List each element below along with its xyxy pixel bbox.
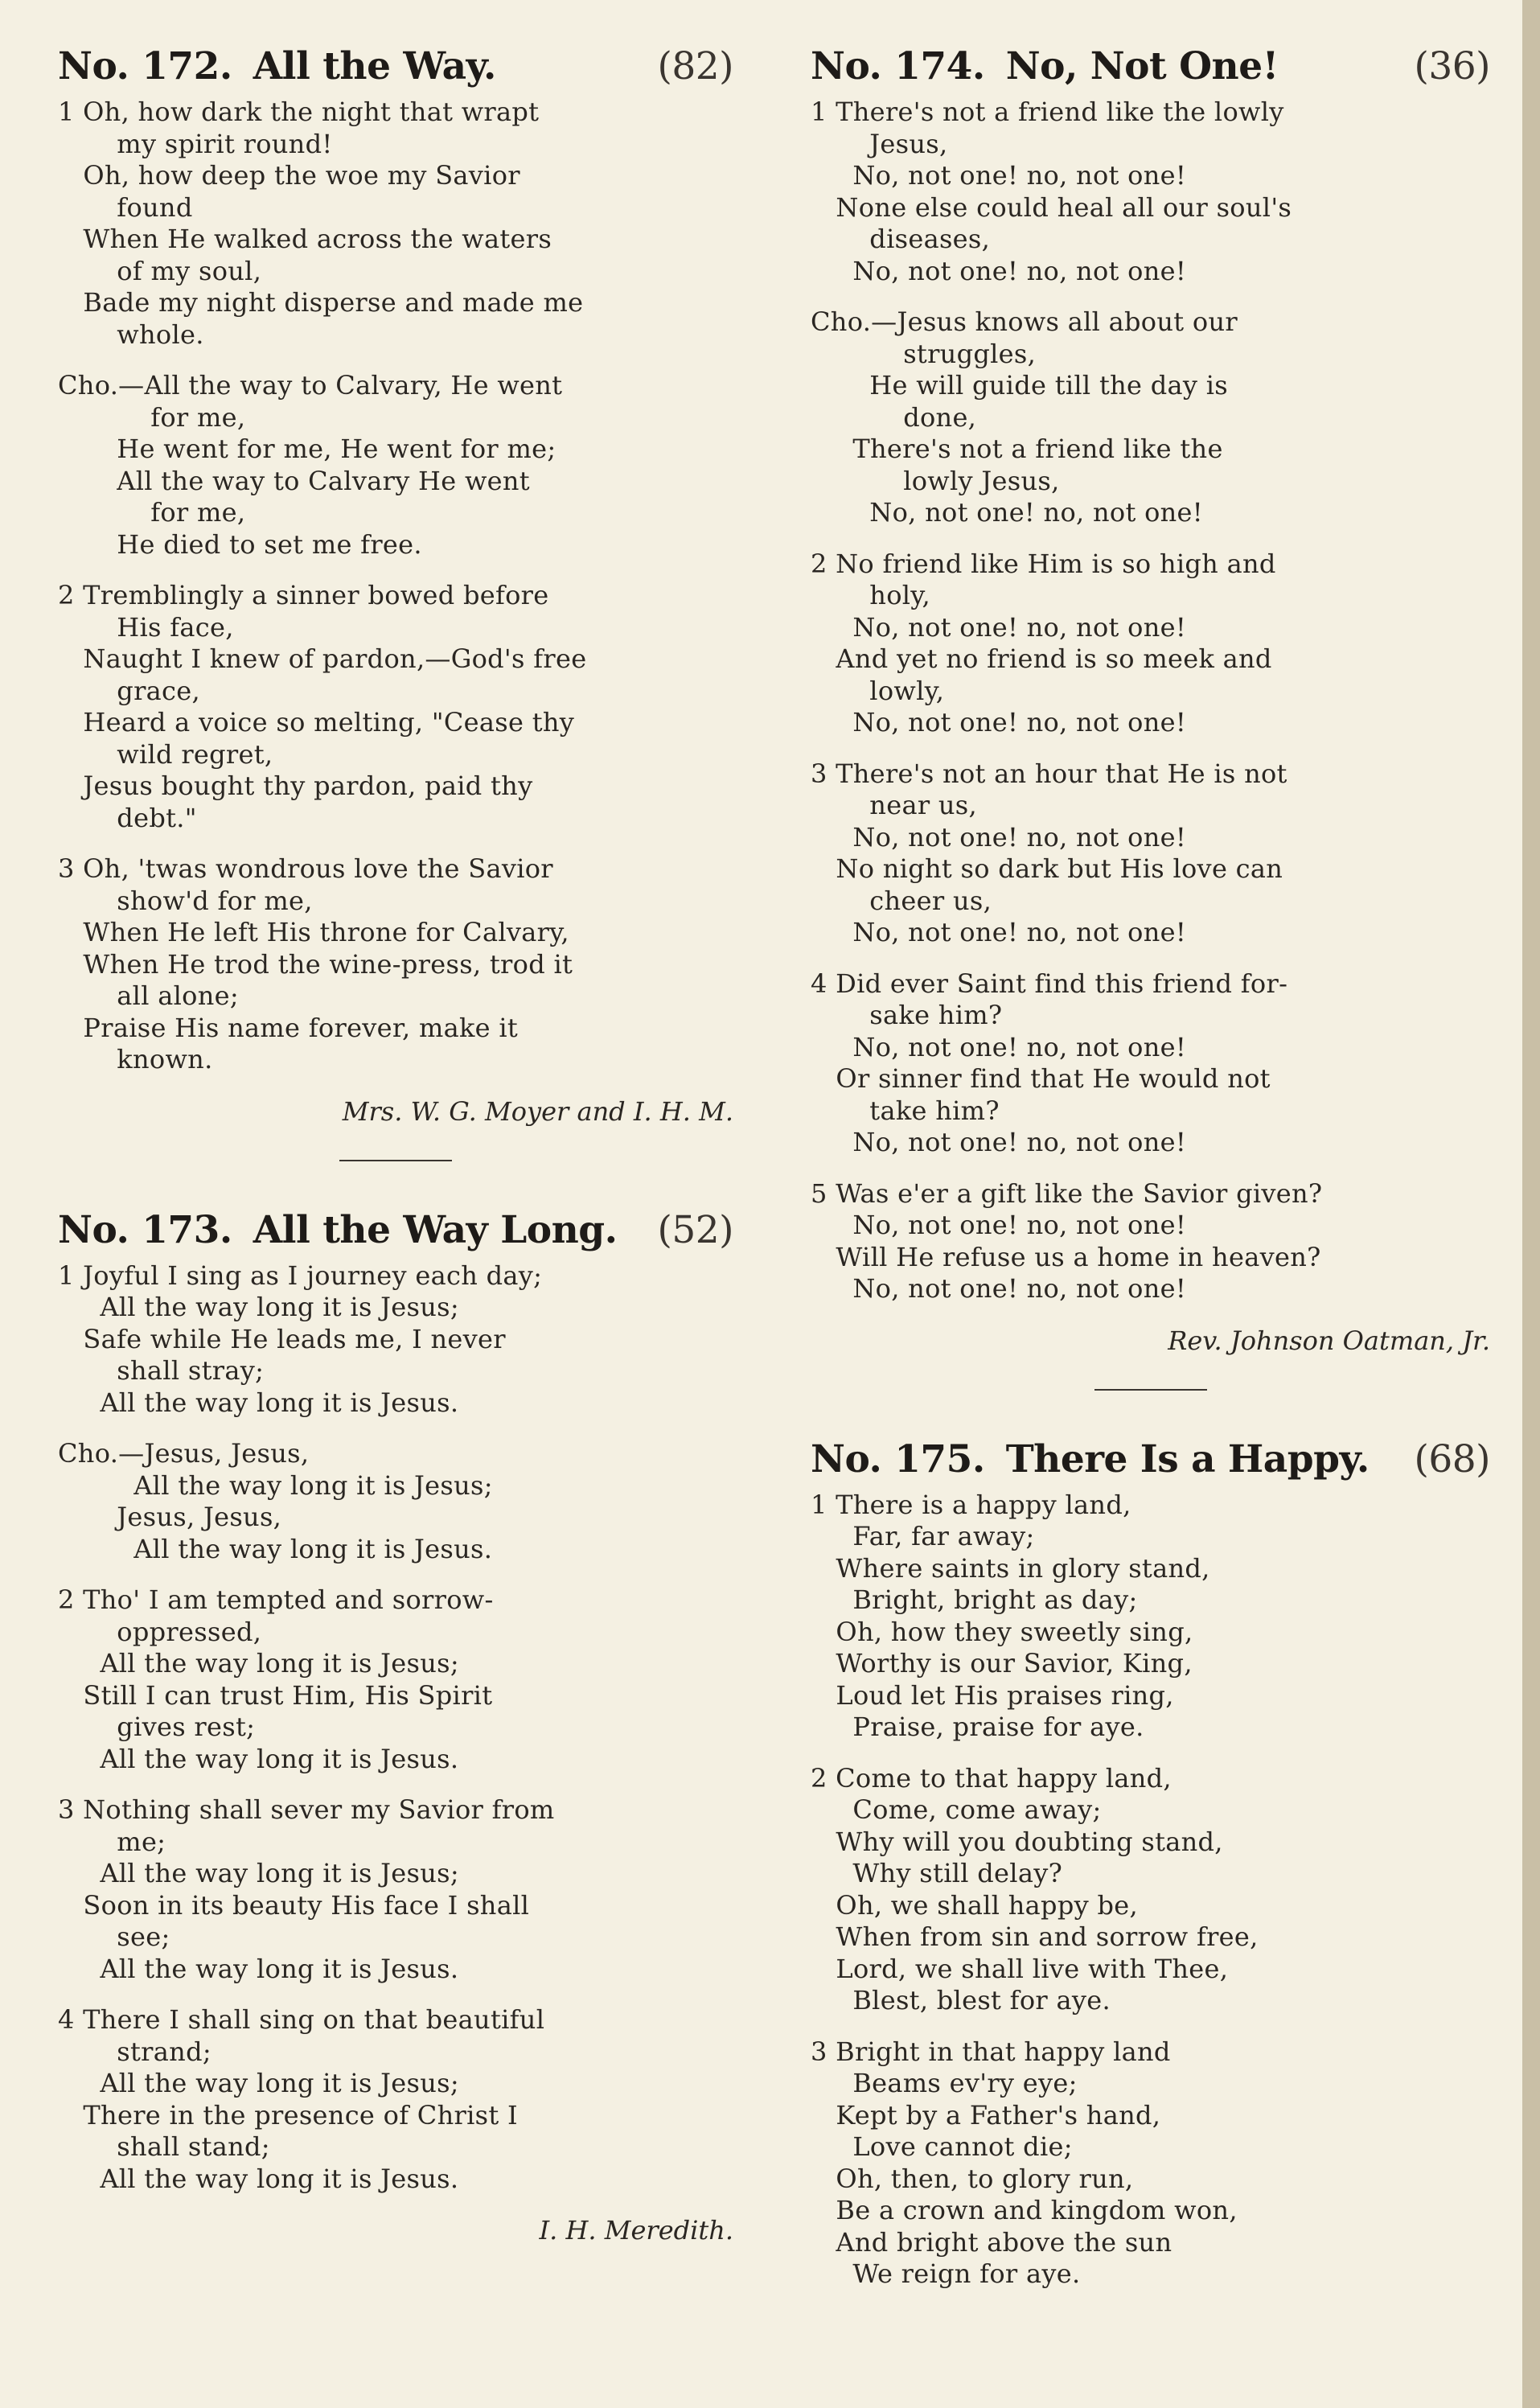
hymn-header (58, 44, 733, 88)
verse-line: Worthy is our Savior, King, (811, 1648, 1193, 1679)
hymn-author: Mrs. W. G. Moyer and I. H. M. (342, 1095, 733, 1127)
verse-line: take him? (811, 1095, 1000, 1126)
verse-line: No, not one! no, not one! (811, 497, 1203, 528)
verse-line: shall stand; (58, 2131, 270, 2162)
verse-line: Oh, we shall happy be, (811, 1889, 1138, 1921)
hymn-title: All the Way. (253, 44, 496, 88)
verse-line: 3 Bright in that happy land (811, 2036, 1171, 2067)
verse-line: Be a crown and kingdom won, (811, 2195, 1238, 2225)
stanza (811, 549, 1490, 739)
verse-line: holy, (811, 580, 930, 610)
hymn-title: There Is a Happy. (1005, 1436, 1370, 1481)
verse-line: of my soul, (58, 255, 262, 286)
stanza (811, 97, 1490, 287)
verse-line: Oh, then, to glory run, (811, 2163, 1134, 2194)
hymn-title: No, Not One! (1005, 44, 1279, 88)
stanza (811, 758, 1490, 949)
verse-line: And yet no friend is so meek and (811, 643, 1272, 674)
verse-line: 3 Nothing shall sever my Savior from (58, 1794, 555, 1825)
stanza (811, 2036, 1490, 2291)
verse-line: oppressed, (58, 1616, 262, 1647)
verse-line: Still I can trust Him, His Spirit (58, 1679, 493, 1711)
left-column (58, 44, 733, 2246)
verse-line: Where saints in glory stand, (811, 1552, 1210, 1584)
verse-line: done, (811, 401, 977, 433)
stanza (811, 1490, 1490, 1744)
verse-line: Bade my night disperse and made me (58, 287, 584, 318)
hymn-number: No. 172. (58, 44, 232, 88)
verse-line: Beams ev'ry eye; (811, 2068, 1078, 2098)
page-edge-strip (1522, 0, 1540, 2408)
hymn-author: I. H. Meredith. (539, 2215, 733, 2246)
verse-line: Far, far away; (811, 1521, 1035, 1551)
verse-line: All the way long it is Jesus. (58, 2163, 459, 2194)
verse-line: No, not one! no, not one! (811, 255, 1187, 286)
verse-line: 1 There's not a friend like the lowly (811, 97, 1284, 127)
verse-line: All the way long it is Jesus. (58, 1743, 459, 1774)
verse-line: He died to set me free. (58, 528, 422, 560)
verse-line: There's not a friend like the (811, 434, 1223, 464)
verse-line: Jesus, (811, 128, 948, 159)
verse-line: Will He refuse us a home in heaven? (811, 1241, 1321, 1272)
verse-line: 1 There is a happy land, (811, 1489, 1131, 1520)
verse-line: He went for me, He went for me; (58, 434, 556, 464)
verse-line: Love cannot die; (811, 2131, 1073, 2162)
verse-line: show'd for me, (58, 885, 313, 916)
verse-line: No, not one! no, not one! (811, 1127, 1187, 1157)
stanza (58, 580, 733, 834)
verse-line: Soon in its beauty His face I shall (58, 1889, 530, 1921)
verse-line: All the way long it is Jesus. (58, 1533, 493, 1564)
verse-line: No, not one! no, not one! (811, 821, 1187, 853)
verse-line: All the way long it is Jesus; (58, 1648, 459, 1679)
verse-line: No, not one! no, not one! (811, 917, 1187, 947)
verse-line: diseases, (811, 224, 991, 254)
hymn-header (811, 44, 1490, 88)
verse-line: 1 Oh, how dark the night that wrapt (58, 97, 540, 127)
verse-line: strand; (58, 2036, 211, 2067)
verse-line: 5 Was e'er a gift like the Savior given? (811, 1177, 1323, 1209)
verse-line: Why still delay? (811, 1858, 1063, 1888)
verse-line: whole. (58, 318, 204, 350)
verse-line: All the way long it is Jesus; (58, 2068, 459, 2098)
verse-line: grace, (58, 675, 200, 706)
hymn-tune-number: (52) (657, 1207, 733, 1252)
verse-line: No, not one! no, not one! (811, 1273, 1187, 1304)
verse-line: Naught I knew of pardon,—God's free (58, 643, 587, 674)
separator-rule (1094, 1389, 1207, 1391)
verse-line: Blest, blest for aye. (811, 1985, 1111, 2016)
verse-line: sake him? (811, 1000, 1003, 1030)
hymn-tune-number: (36) (1414, 44, 1490, 88)
stanza (58, 97, 733, 351)
stanza (58, 1794, 733, 1985)
verse-line: When from sin and sorrow free, (811, 1921, 1259, 1952)
hymn-173 (58, 1208, 733, 2247)
stanza (58, 1260, 733, 1420)
verse-line: near us, (811, 790, 977, 820)
verse-line: Why will you doubting stand, (811, 1826, 1223, 1857)
verse-line: debt." (58, 802, 197, 833)
verse-line: 2 Tremblingly a sinner bowed before (58, 580, 549, 610)
verse-line: lowly, (811, 675, 945, 706)
verse-line: Cho.—Jesus knows all about our (811, 306, 1238, 337)
hymn-number: No. 173. (58, 1207, 232, 1252)
hymn-header (811, 1437, 1490, 1481)
verse-line: 2 Tho' I am tempted and sorrow- (58, 1584, 494, 1615)
stanza (58, 2004, 733, 2195)
verse-line: He will guide till the day is (811, 370, 1228, 401)
verse-line: Safe while He leads me, I never (58, 1323, 506, 1354)
verse-line: 1 Joyful I sing as I journey each day; (58, 1259, 543, 1291)
verse-line: When He walked across the waters (58, 224, 552, 254)
verse-line: There in the presence of Christ I (58, 2099, 518, 2131)
verse-line: Heard a voice so melting, "Cease thy (58, 707, 575, 738)
verse-line: All the way long it is Jesus; (58, 1469, 493, 1501)
verse-line: And bright above the sun (811, 2226, 1172, 2258)
hymn-174 (811, 44, 1490, 1357)
hymn-172 (58, 44, 733, 1128)
stanza (58, 1584, 733, 1775)
verse-line: When He trod the wine-press, trod it (58, 948, 573, 980)
verse-line: 2 No friend like Him is so high and (811, 548, 1276, 579)
verse-line: Bright, bright as day; (811, 1584, 1138, 1615)
verse-line: No, not one! no, not one! (811, 611, 1187, 643)
verse-line: 3 There's not an hour that He is not (811, 758, 1287, 789)
verse-line: cheer us, (811, 885, 992, 916)
verse-line: Lord, we shall live with Thee, (811, 1953, 1229, 1984)
verse-line: 3 Oh, 'twas wondrous love the Savior (58, 853, 553, 884)
hymn-tune-number: (68) (1414, 1436, 1490, 1481)
verse-line: found (58, 191, 193, 223)
verse-line: wild regret, (58, 738, 273, 770)
verse-line: Jesus, Jesus, (58, 1502, 282, 1532)
verse-line: Cho.—Jesus, Jesus, (58, 1438, 310, 1469)
verse-line: Or sinner find that He would not (811, 1063, 1271, 1094)
verse-line: No, not one! no, not one! (811, 707, 1187, 738)
verse-line: Jesus bought thy pardon, paid thy (58, 770, 533, 801)
hymn-author: Rev. Johnson Oatman, Jr. (1168, 1325, 1490, 1356)
verse-line: see; (58, 1921, 170, 1952)
verse-line: for me, (58, 401, 246, 433)
verse-line: Loud let His praises ring, (811, 1679, 1174, 1711)
verse-line: for me, (58, 497, 246, 528)
verse-line: No night so dark but His love can (811, 853, 1283, 884)
verse-line: All the way to Calvary He went (58, 465, 530, 496)
verse-line: No, not one! no, not one! (811, 1031, 1187, 1062)
verse-line: No, not one! no, not one! (811, 160, 1187, 191)
hymn-header (58, 1208, 733, 1252)
verse-line: We reign for aye. (811, 2258, 1081, 2289)
verse-line: me; (58, 1826, 166, 1857)
verse-line: gives rest; (58, 1711, 256, 1742)
verse-line: None else could heal all our soul's (811, 191, 1292, 223)
verse-line: 2 Come to that happy land, (811, 1762, 1172, 1794)
stanza (811, 306, 1490, 529)
hymn-number: No. 174. (811, 44, 985, 88)
verse-line: Oh, how they sweetly sing, (811, 1616, 1193, 1647)
verse-line: struggles, (811, 338, 1037, 369)
verse-line: All the way long it is Jesus; (58, 1858, 459, 1888)
hymn-175 (811, 1437, 1490, 2291)
verse-line: 4 There I shall sing on that beautiful (58, 2004, 545, 2035)
stanza (811, 968, 1490, 1159)
verse-line: When He left His throne for Calvary, (58, 917, 569, 947)
verse-line: Praise, praise for aye. (811, 1711, 1144, 1742)
verse-line: No, not one! no, not one! (811, 1210, 1187, 1240)
verse-line: His face, (58, 611, 234, 643)
verse-line: lowly Jesus, (811, 465, 1060, 496)
verse-line: my spirit round! (58, 128, 333, 159)
hymn-number: No. 175. (811, 1436, 985, 1481)
verse-line: Cho.—All the way to Calvary, He went (58, 370, 563, 401)
verse-line: known. (58, 1044, 213, 1075)
stanza (811, 1178, 1490, 1305)
verse-line: All the way long it is Jesus; (58, 1292, 459, 1322)
verse-line: 4 Did ever Saint find this friend for- (811, 968, 1288, 999)
verse-line: Praise His name forever, make it (58, 1012, 519, 1043)
separator-rule (339, 1160, 452, 1161)
verse-line: Come, come away; (811, 1794, 1102, 1825)
stanza (58, 370, 733, 561)
verse-line: Kept by a Father's hand, (811, 2099, 1161, 2131)
stanza (58, 853, 733, 1076)
verse-line: shall stray; (58, 1355, 265, 1386)
verse-line: Oh, how deep the woe my Savior (58, 160, 520, 191)
stanza (58, 1438, 733, 1565)
hymn-title: All the Way Long. (253, 1207, 618, 1252)
verse-line: all alone; (58, 980, 239, 1011)
stanza (811, 1763, 1490, 2017)
verse-line: All the way long it is Jesus. (58, 1953, 459, 1984)
hymn-tune-number: (82) (657, 44, 733, 88)
verse-line: All the way long it is Jesus. (58, 1387, 459, 1418)
right-column (811, 44, 1490, 2310)
